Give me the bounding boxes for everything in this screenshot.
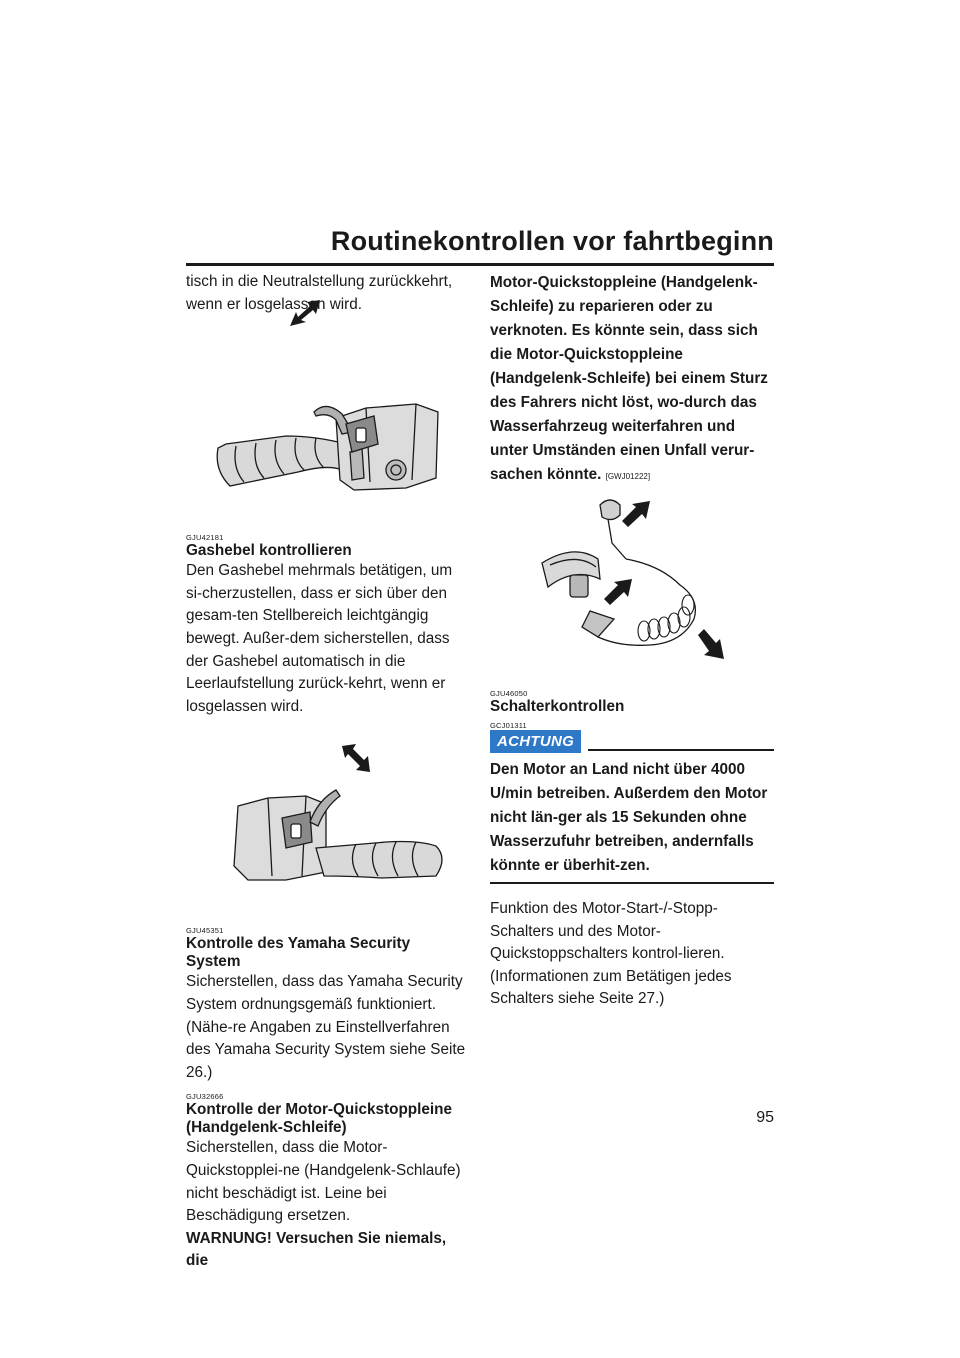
section-code: GJU42181 [186,533,224,543]
section-body-gashebel: Den Gashebel mehrmals betätigen, um si-cherzustellen, dass er sich über den gesam-ten Stellbereich leichtgängig bewegt. Außer-dem sicherstellen, dass der Gashebel automatisch in die Leerlaufstellung zurück-kehrt, wenn er losgelassen wird. [186,562,453,715]
achtung-text: Den Motor an Land nicht über 4000 U/min betreiben. Außerdem den Motor nicht län-ger als 15 Sekunden ohne Wasserzufuhr betreiben, andernfalls könnte er überhit-zen. [490,761,768,874]
section-code: GJU45351 [186,926,224,936]
page-number: 95 [756,1109,774,1126]
throttle-grip-illustration-2 [186,726,466,914]
single-arrow-icon [602,577,636,607]
single-arrow-icon [696,627,726,661]
achtung-header [490,730,770,756]
section-body-security: Sicherstellen, dass das Yamaha Security System ordnungsgemäß funktioniert. (Nähe-re Angaben zu Einstellverfahren des Yamaha Security System siehe Seite 26.) [186,973,466,1081]
notice-code: GCJ01311 [490,721,527,730]
section-heading-quickstop: Kontrolle der Motor-Quickstoppleine (Handgelenk-Schleife) [186,1101,453,1137]
right-column [490,271,770,1011]
warning-continuation: Motor-Quickstoppleine (Handgelenk-Schleife) zu reparieren oder zu verknoten. Es könnte sein, dass sich die Motor-Quickstoppleine (Handgelenk-Schleife) bei einem Sturz des Fahrers nicht löst, wo-durch das Wasserfahrzeug weiterfahren und unter Umständen einen Unfall verur-sachen könnte. [490,274,768,483]
double-arrow-icon [338,740,374,776]
section-body-quickstop: Sicherstellen, dass die Motor-Quickstopplei-ne (Handgelenk-Schlaufe) nicht beschädigt ist. Leine bei Beschädigung ersetzen. [186,1139,461,1225]
double-arrow-icon [286,298,322,330]
section-code: GJU32666 [186,1092,224,1102]
lanyard-figure [490,495,770,681]
warning-start: WARNUNG! Versuchen Sie niemals, die [186,1229,447,1270]
section-heading-schalter: Schalterkontrollen [490,698,625,715]
throttle-grip-figure-2 [186,726,466,914]
left-column [186,271,466,1273]
warning-code: [GWJ01222] [605,472,651,481]
section-heading-gashebel: Gashebel kontrollieren [186,542,352,560]
throttle-grip-illustration [186,320,466,505]
achtung-rule [588,749,774,751]
section-heading-security: Kontrolle des Yamaha Security System [186,935,411,971]
section-code: GJU46050 [490,689,528,698]
achtung-end-rule [490,882,774,884]
achtung-badge: ACHTUNG [490,730,581,753]
warning-text [490,271,770,489]
throttle-grip-figure-1 [186,320,466,505]
title-rule [186,263,774,266]
intro-text: tisch in die Neutralstellung zurückkehrt, wenn er losgelassen wird. [186,273,453,313]
single-arrow-icon [620,499,654,529]
section-body-schalter: Funktion des Motor-Start-/-Stopp-Schalters und des Motor-Quickstoppschalters kontrol-lieren. (Informationen zum Betätigen jedes Schalters siehe Seite 27.) [490,900,732,1008]
page-title: Routinekontrollen vor fahrtbeginn [330,226,774,256]
